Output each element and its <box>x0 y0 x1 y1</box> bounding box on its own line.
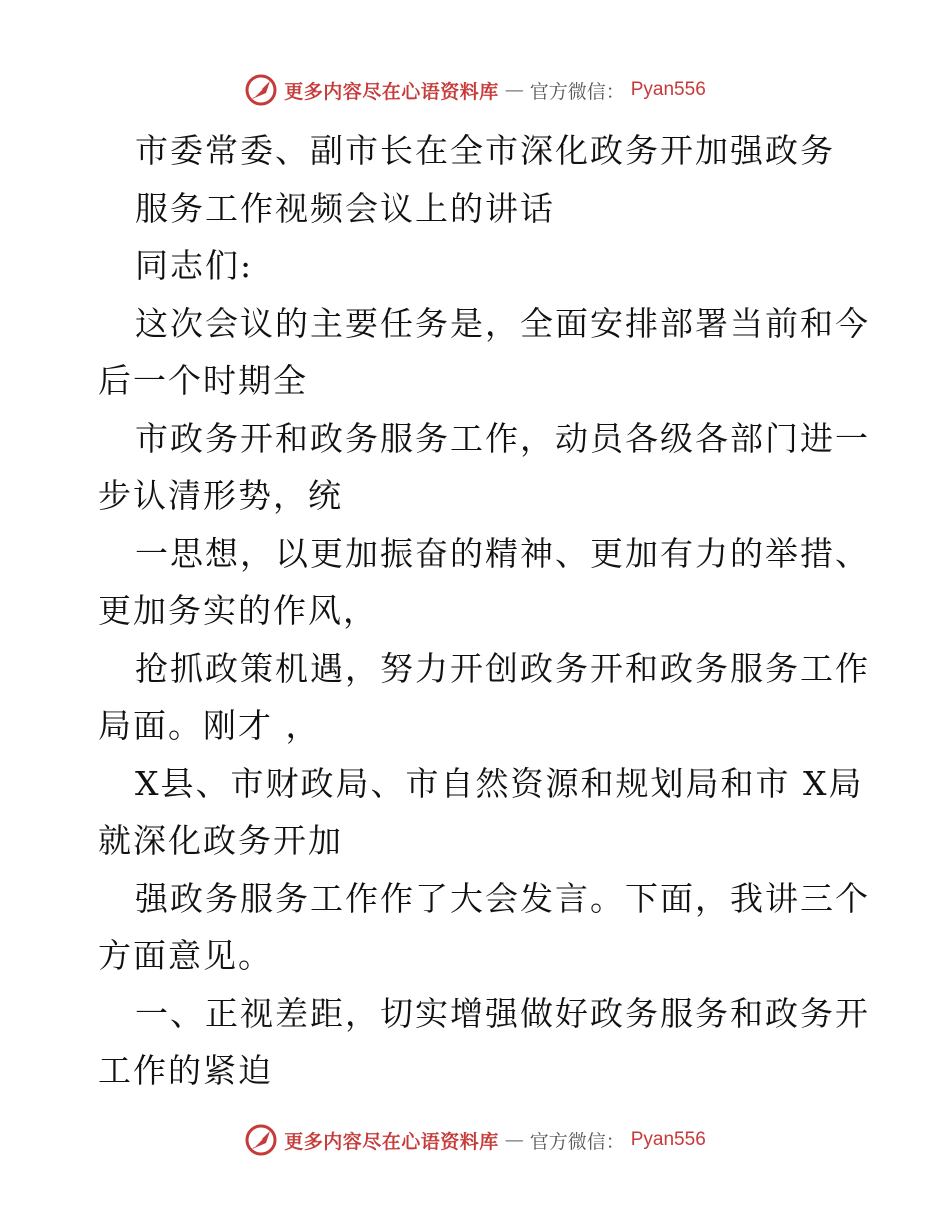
watermark-text: 更多内容尽在心语资料库 <box>284 80 499 103</box>
watermark-contact-id: Pyan556 <box>630 79 706 100</box>
doc-line: 局面。刚才 ， <box>98 706 321 745</box>
doc-line: 一思想，以更加振奋的精神、更加有力的举措、 <box>135 533 870 573</box>
watermark-separator: — <box>504 79 524 101</box>
quill-logo-icon <box>244 73 278 107</box>
doc-section-heading: 一、正视差距，切实增强做好政务服务和政务开 <box>135 993 870 1033</box>
doc-line: 市政务开和政务服务工作，动员各级各部门进一 <box>135 418 870 458</box>
doc-line: 强政务服务工作作了大会发言。下面，我讲三个 <box>135 878 870 918</box>
doc-section-heading-cont: 工作的紧迫 <box>98 1051 273 1090</box>
doc-title-line-2: 服务工作视频会议上的讲话 <box>135 188 555 228</box>
doc-line: 步认清形势，统 <box>98 476 343 515</box>
watermark-contact-label: 官方微信： <box>529 80 625 103</box>
doc-line: 方面意见。 <box>98 936 273 975</box>
doc-line: 这次会议的主要任务是，全面安排部署当前和今 <box>135 303 870 343</box>
doc-line: X县、市财政局、市自然资源和规划局和市 X局 <box>135 763 864 803</box>
doc-line: 后一个时期全 <box>98 361 308 400</box>
watermark-footer <box>0 1120 950 1160</box>
watermark-text: 更多内容尽在心语资料库 <box>284 1130 499 1153</box>
doc-line: 抢抓政策机遇，努力开创政务开和政务服务工作 <box>135 648 870 688</box>
watermark-separator: — <box>504 1129 524 1151</box>
doc-salutation: 同志们: <box>135 246 254 285</box>
watermark-header <box>0 70 950 110</box>
watermark-contact-id: Pyan556 <box>630 1129 706 1150</box>
quill-logo-icon <box>244 1123 278 1157</box>
doc-line: 更加务实的作风， <box>98 591 378 630</box>
doc-title-line-1: 市委常委、副市长在全市深化政务开加强政务 <box>135 131 835 170</box>
watermark-contact-label: 官方微信： <box>529 1130 625 1153</box>
document-body <box>98 122 870 1100</box>
doc-line: 就深化政务开加 <box>98 821 343 860</box>
